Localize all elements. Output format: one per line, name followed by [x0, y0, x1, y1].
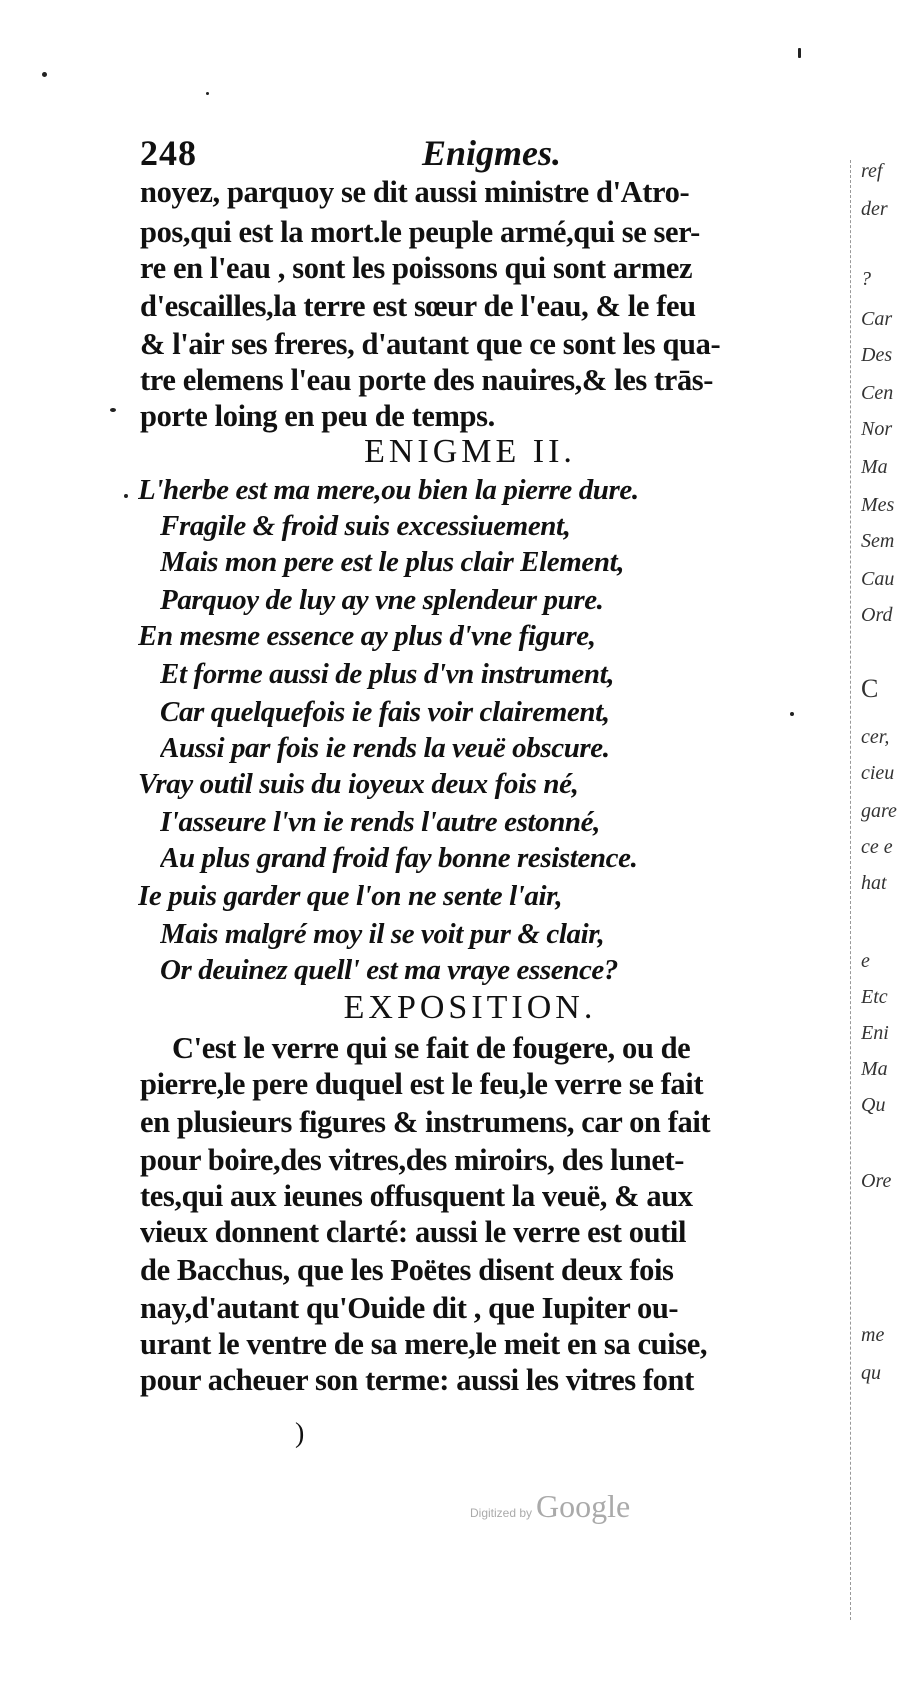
- margin-fragment: Mes: [861, 494, 895, 516]
- margin-fragment: me: [861, 1324, 885, 1346]
- text-line: d'escailles,la terre est sœur de l'eau, & le feu: [140, 289, 696, 323]
- margin-fragment: der: [861, 198, 888, 220]
- text-line: re en l'eau , sont les poissons qui sont armez: [140, 251, 693, 285]
- running-title: Enigmes.: [422, 133, 562, 173]
- margin-fragment: cer,: [861, 726, 890, 748]
- ink-speck: [206, 92, 209, 95]
- exposition-heading: EXPOSITION.: [343, 989, 597, 1026]
- margin-fragment: ce e: [861, 836, 893, 858]
- verse-line: Au plus grand froid fay bonne resistence.: [160, 842, 638, 874]
- verse-line: Vray outil suis du ioyeux deux fois né,: [138, 768, 579, 800]
- watermark-prefix: Digitized by: [470, 1506, 533, 1520]
- text-line: vieux donnent clarté: aussi le verre est outil: [140, 1215, 687, 1249]
- margin-fragment: Ord: [861, 604, 893, 626]
- text-line: pos,qui est la mort.le peuple armé,qui se ser-: [140, 215, 700, 249]
- verse-line: Mais malgré moy il se voit pur & clair,: [160, 918, 605, 950]
- margin-fragment: Cen: [861, 382, 894, 404]
- margin-fragment: Ore: [861, 1170, 892, 1192]
- margin-fragment: C: [861, 674, 879, 703]
- margin-fragment: Sem: [861, 530, 895, 552]
- text-line: porte loing en peu de temps.: [140, 399, 495, 433]
- verse-line: Car quelquefois ie fais voir clairement,: [160, 696, 610, 728]
- digitization-watermark: [470, 1488, 630, 1525]
- margin-fragment: cieu: [861, 762, 895, 784]
- text-line: & l'air ses freres, d'autant que ce sont les qua-: [140, 327, 721, 361]
- margin-fragment: Qu: [861, 1094, 886, 1116]
- margin-fragment: hat: [861, 872, 887, 894]
- margin-fragment: Car: [861, 308, 893, 330]
- margin-fragment: Nor: [861, 418, 893, 440]
- text-line: C'est le verre qui se fait de fougere, ou de: [172, 1031, 691, 1065]
- verse-line: Ie puis garder que l'on ne sente l'air,: [138, 880, 563, 912]
- page-number: 248: [140, 133, 197, 173]
- ink-speck: [790, 712, 794, 716]
- facing-page-margin: [861, 160, 907, 1440]
- margin-fragment: e: [861, 950, 870, 972]
- margin-fragment: Eni: [861, 1022, 889, 1044]
- margin-fragment: Ma: [861, 1058, 888, 1080]
- text-line: tre elemens l'eau porte des nauires,& les trās-: [140, 363, 714, 397]
- margin-fragment: gare: [861, 800, 897, 822]
- enigma-heading: ENIGME II.: [364, 433, 576, 470]
- verse-line: Aussi par fois ie rends la veuë obscure.: [160, 732, 610, 764]
- verse-line: I'asseure l'vn ie rends l'autre estonné,: [160, 806, 600, 838]
- text-line: en plusieurs figures & instrumens, car on fait: [140, 1105, 711, 1139]
- text-line: noyez, parquoy se dit aussi ministre d'Atro-: [140, 175, 690, 209]
- verse-line: Mais mon pere est le plus clair Element,: [160, 546, 625, 578]
- text-line: pour acheuer son terme: aussi les vitres font: [140, 1363, 694, 1397]
- verse-line: Or deuinez quell' est ma vraye essence?: [160, 954, 619, 986]
- stray-mark: ): [295, 1418, 305, 1449]
- margin-fragment: qu: [861, 1362, 881, 1384]
- margin-fragment: Cau: [861, 568, 895, 590]
- verse-line: En mesme essence ay plus d'vne figure,: [138, 620, 596, 652]
- margin-fragment: Etc: [861, 986, 888, 1008]
- margin-fragment: ref: [861, 160, 883, 182]
- text-line: urant le ventre de sa mere,le meit en sa cuise,: [140, 1327, 708, 1361]
- ink-speck: [124, 494, 128, 498]
- page-header: [140, 132, 800, 176]
- ink-speck: [798, 48, 801, 58]
- ink-speck: [42, 72, 47, 77]
- verse-line: Fragile & froid suis excessiuement,: [160, 510, 571, 542]
- google-logo: Google: [536, 1488, 631, 1524]
- ink-speck: [110, 408, 116, 412]
- verse-line: Et forme aussi de plus d'vn instrument,: [160, 658, 615, 690]
- margin-fragment: Ma: [861, 456, 888, 478]
- verse-line: L'herbe est ma mere,ou bien la pierre dure.: [138, 474, 639, 506]
- margin-fragment: Des: [861, 344, 893, 366]
- text-line: nay,d'autant qu'Ouide dit , que Iupiter ou-: [140, 1291, 679, 1325]
- text-line: de Bacchus, que les Poëtes disent deux fois: [140, 1253, 674, 1287]
- text-line: pour boire,des vitres,des miroirs, des lunet-: [140, 1143, 685, 1177]
- verse-line: Parquoy de luy ay vne splendeur pure.: [160, 584, 604, 616]
- text-line: pierre,le pere duquel est le feu,le verre se fait: [140, 1067, 704, 1101]
- gutter-edge: [850, 160, 852, 1620]
- text-line: tes,qui aux ieunes offusquent la veuë, & aux: [140, 1179, 693, 1213]
- margin-fragment: ?: [861, 268, 871, 290]
